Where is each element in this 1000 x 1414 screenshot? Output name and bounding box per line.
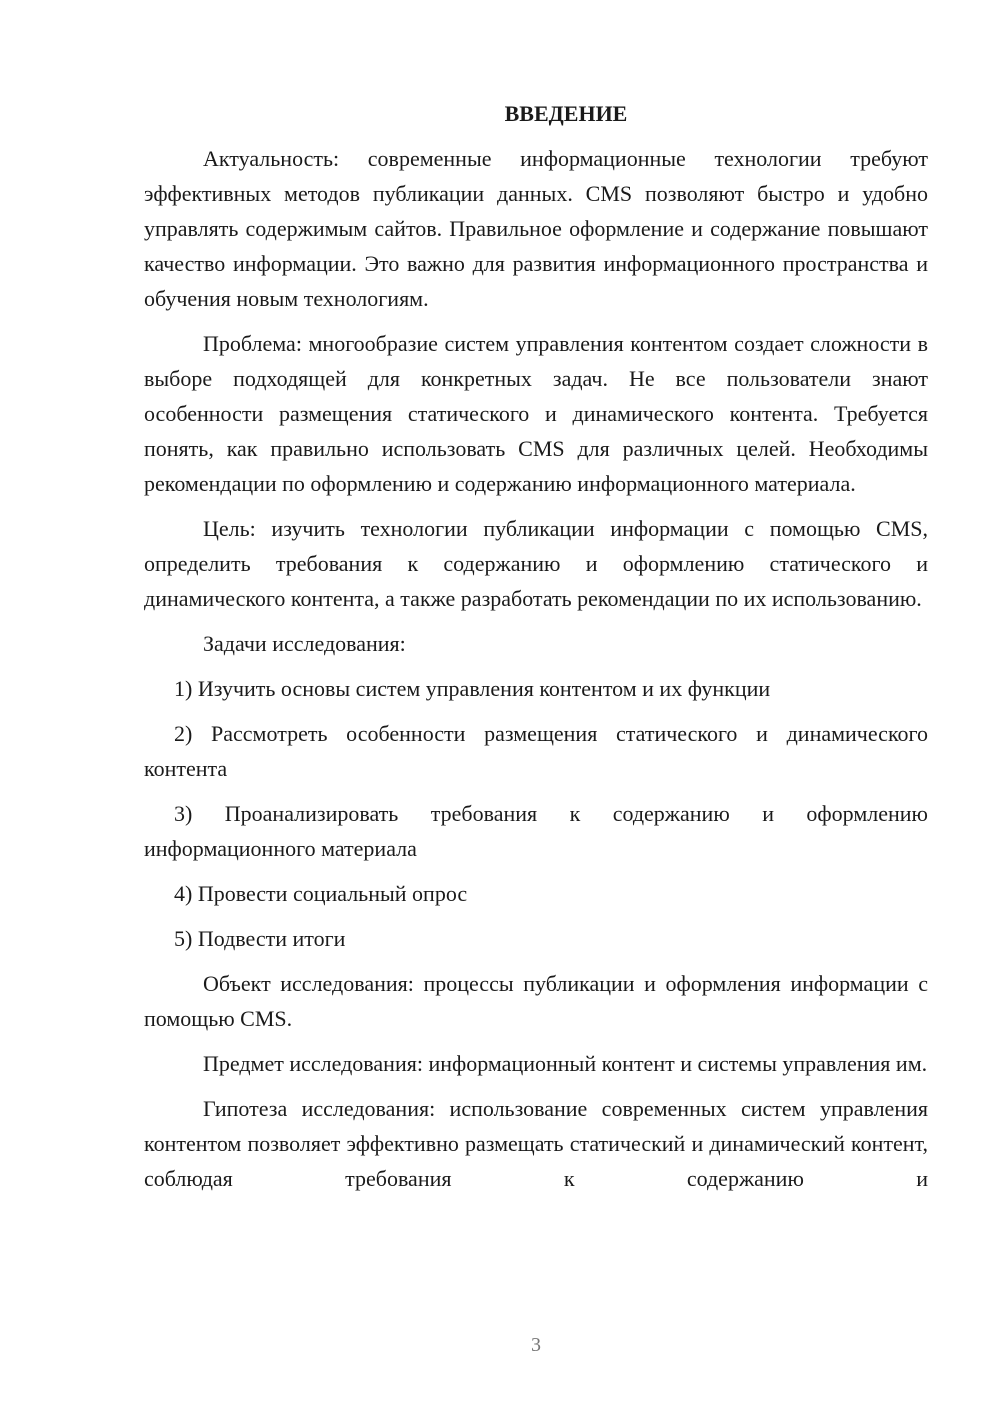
page-content: [144, 96, 928, 1196]
task-item-5: 5) Подвести итоги: [174, 926, 346, 951]
page-title: ВВЕДЕНИЕ: [504, 101, 628, 126]
paragraph-goal: Цель: изучить технологии публикации информации с помощью CMS, определить требования к содержанию и оформлению статического и динамического контента, а также разработать рекомендации по их использованию.: [144, 516, 928, 611]
task-item-2: 2) Рассмотреть особенности размещения статического и динамического контента: [144, 721, 928, 781]
paragraph-tasks-heading: Задачи исследования:: [203, 631, 406, 656]
page-number: 3: [531, 1334, 541, 1356]
paragraph-hypothesis: Гипотеза исследования: использование современных систем управления контентом позволяет эффективно размещать статический и динамический контент, соблюдая требования к содержанию и: [144, 1096, 928, 1191]
task-item-4: 4) Провести социальный опрос: [174, 881, 468, 906]
task-item-1: 1) Изучить основы систем управления контентом и их функции: [174, 676, 771, 701]
paragraph-object: Объект исследования: процессы публикации и оформления информации с помощью CMS.: [144, 971, 928, 1031]
paragraph-problem: Проблема: многообразие систем управления контентом создает сложности в выборе подходящей для конкретных задач. Не все пользователи знают особенности размещения статического и динамического контента. Требуется понять, как правильно использовать CMS для различных целей. Необходимы рекомендации по оформлению и содержанию информационного материала.: [144, 331, 928, 496]
paragraph-relevance: Актуальность: современные информационные технологии требуют эффективных методов публикации данных. CMS позволяют быстро и удобно управлять содержимым сайтов. Правильное оформление и содержание повышают качество информации. Это важно для развития информационного пространства и обучения новым технологиям.: [144, 146, 928, 311]
task-item-3: 3) Проанализировать требования к содержанию и оформлению информационного материала: [144, 801, 928, 861]
paragraph-subject: Предмет исследования: информационный контент и системы управления им.: [203, 1051, 928, 1076]
